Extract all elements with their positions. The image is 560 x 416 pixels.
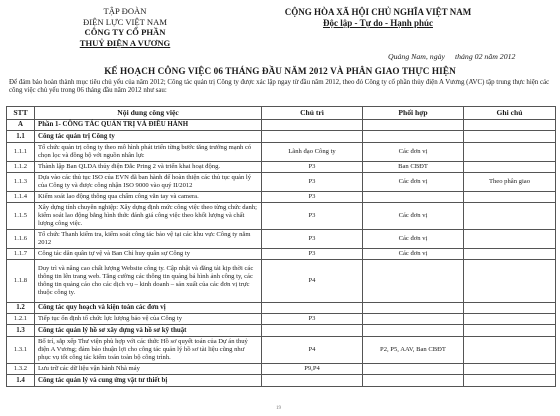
note (464, 120, 556, 131)
document-title: KẾ HOẠCH CÔNG VIỆC 06 THÁNG ĐẦU NĂM 2012 VÀ PHÂN GIAO THỰC HIỆN (104, 66, 456, 76)
national-motto: Độc lập - Tự do - Hạnh phúc (322, 18, 433, 28)
task-content: Dựa vào các thủ tục ISO của EVN đã ban hành để hoàn thiện các thủ tục quản lý của Công ty và được công nhận ISO 9000 vào quý II/2012 (35, 173, 262, 192)
partner-units (363, 325, 464, 337)
row-number: 1.3 (7, 325, 35, 337)
row-number: 1.1.1 (7, 143, 35, 162)
note (464, 325, 556, 337)
partner-units (363, 375, 464, 387)
task-content: Tổ chức quản trị công ty theo mô hình phát triển từng bước tăng trưởng mạnh có chọn lọc và đồng bộ với nguồn nhân lực (35, 143, 262, 162)
header-content: Nội dung công việc (35, 107, 262, 120)
lead-unit: P3 (262, 230, 363, 249)
partner-units: Các đơn vị (363, 249, 464, 260)
task-content: Công tác quản lý hồ sơ xây dựng và hồ sơ kỹ thuật (35, 325, 262, 337)
org-line-2: ĐIỆN LỰC VIỆT NAM (83, 16, 167, 27)
org-line-3: CÔNG TY CỔ PHẦN (84, 27, 166, 38)
header-stt: STT (7, 107, 35, 120)
lead-unit: P9,P4 (262, 364, 363, 375)
task-content: Bố trí, sắp xếp Thư viện phù hợp với các thức Hồ sơ quyết toán của Dự án thuỷ điện A Vương; đảm bảo thuận lợi cho công tác quản lý hồ sơ tài liệu cũng như phục vụ tốt công tác kiểm toán toàn bộ công trình. (35, 337, 262, 364)
table-row (7, 314, 556, 325)
date-rest: tháng 02 năm 2012 (454, 52, 516, 61)
row-number: 1.3.1 (7, 337, 35, 364)
page-number: 19 (276, 406, 281, 411)
partner-units: Các đơn vị (363, 203, 464, 230)
lead-unit: P3 (262, 203, 363, 230)
partner-units (363, 192, 464, 203)
lead-unit: P4 (262, 337, 363, 364)
row-number: 1.1.6 (7, 230, 35, 249)
nation-name: CỘNG HÒA XÃ HỘI CHỦ NGHĨA VIỆT NAM (284, 7, 472, 17)
note: Theo phân giao (464, 173, 556, 192)
section-row (7, 120, 556, 131)
task-content: Công tác quy hoạch và kiện toàn các đơn vị (35, 303, 262, 314)
table-row (7, 364, 556, 375)
intro-paragraph: Để đảm bảo hoàn thành mục tiêu chủ yếu của năm 2012; Công tác quản trị Công ty được xác lập ngay từ đầu năm 2012, theo đó Công ty cổ phần thủy điện A Vương (AVC) tập trung thực hiện các công việc chủ yếu trong 06 tháng đầu năm 2012 như sau: (9, 79, 550, 95)
note (464, 131, 556, 143)
header-lead: Chủ trì (262, 107, 363, 120)
lead-unit (262, 325, 363, 337)
row-number: 1.1.2 (7, 162, 35, 173)
lead-unit: P4 (262, 260, 363, 303)
row-number: 1.1.5 (7, 203, 35, 230)
date-place: Quảng Nam, ngày (388, 52, 445, 61)
note (464, 143, 556, 162)
row-number: 1.4 (7, 375, 35, 387)
partner-units (363, 314, 464, 325)
section-row (7, 325, 556, 337)
org-line-1: TẬP ĐOÀN (103, 6, 147, 16)
note (464, 162, 556, 173)
note (464, 249, 556, 260)
note (464, 314, 556, 325)
lead-unit (262, 120, 363, 131)
row-number: 1.1.4 (7, 192, 35, 203)
partner-units (363, 120, 464, 131)
lead-unit: P3 (262, 173, 363, 192)
table-row (7, 260, 556, 303)
table-row (7, 192, 556, 203)
task-content: Phần 1- CÔNG TÁC QUẢN TRỊ VÀ ĐIỀU HÀNH (35, 120, 262, 131)
partner-units: Các đơn vị (363, 173, 464, 192)
task-content: Tổ chức Thanh kiểm tra, kiểm soát công tác bảo vệ tại các khu vực Công ty năm 2012 (35, 230, 262, 249)
lead-unit: P3 (262, 249, 363, 260)
note (464, 364, 556, 375)
lead-unit (262, 131, 363, 143)
partner-units (363, 303, 464, 314)
partner-units: Các đơn vị (363, 143, 464, 162)
task-content: Công tác quản trị Công ty (35, 131, 262, 143)
task-content: Xây dựng tính chuyên nghiệp: Xây dựng định mức công việc theo từng chức danh; kiểm soát lao động bằng hình thức đánh giá công việc theo khối lượng và chất lượng công việc. (35, 203, 262, 230)
lead-unit (262, 375, 363, 387)
note (464, 375, 556, 387)
table-row (7, 162, 556, 173)
task-content: Thành lập Ban QLDA thủy điện Đắc Pring 2 và triển khai hoạt động. (35, 162, 262, 173)
row-number: 1.1 (7, 131, 35, 143)
date-line (388, 52, 515, 61)
row-number: 1.1.3 (7, 173, 35, 192)
table-row (7, 173, 556, 192)
note (464, 260, 556, 303)
row-number: 1.2.1 (7, 314, 35, 325)
org-header (60, 6, 190, 48)
section-row (7, 303, 556, 314)
partner-units (363, 131, 464, 143)
task-content: Lưu trữ các dữ liệu vận hành Nhà máy (35, 364, 262, 375)
partner-units (363, 364, 464, 375)
note (464, 230, 556, 249)
lead-unit: P3 (262, 192, 363, 203)
row-number: 1.1.8 (7, 260, 35, 303)
national-header (258, 7, 498, 29)
work-plan-table (6, 106, 556, 387)
note (464, 192, 556, 203)
partner-units: Ban CBĐT (363, 162, 464, 173)
task-content: Duy trì và nâng cao chất lượng Website công ty. Cập nhật và đăng tải kịp thời các thông tin lên trang web. Tăng cường các thông tin quảng bá hình ảnh công ty, các thông tin quảng cáo cho các dịch vụ – kinh doanh – sản xuất của các đơn vị trực thuộc công ty. (35, 260, 262, 303)
row-number: 1.1.7 (7, 249, 35, 260)
task-content: Tiếp tục ổn định tổ chức lực lượng bảo vệ của Công ty (35, 314, 262, 325)
row-number: 1.2 (7, 303, 35, 314)
partner-units (363, 260, 464, 303)
table-row (7, 143, 556, 162)
section-row (7, 131, 556, 143)
section-row (7, 375, 556, 387)
lead-unit: Lãnh đạo Công ty (262, 143, 363, 162)
table-row (7, 203, 556, 230)
partner-units: Các đơn vị (363, 230, 464, 249)
task-content: Công tác quản lý và cung ứng vật tư thiết bị (35, 375, 262, 387)
note (464, 303, 556, 314)
table-header-row (7, 107, 556, 120)
note (464, 203, 556, 230)
task-content: Kiểm soát lao động thông qua chấm công văn tay và camera. (35, 192, 262, 203)
org-line-4: THUỶ ĐIỆN A VƯƠNG (79, 37, 171, 48)
note (464, 337, 556, 364)
partner-units: P2, P5, AAV, Ban CBĐT (363, 337, 464, 364)
lead-unit (262, 303, 363, 314)
lead-unit: P3 (262, 162, 363, 173)
lead-unit: P3 (262, 314, 363, 325)
table-row (7, 230, 556, 249)
table-row (7, 337, 556, 364)
row-number: A (7, 120, 35, 131)
table-row (7, 249, 556, 260)
header-note: Ghi chú (464, 107, 556, 120)
header-partner: Phối hợp (363, 107, 464, 120)
row-number: 1.3.2 (7, 364, 35, 375)
task-content: Công tác dân quân tự vệ và Ban Chỉ huy quân sự Công ty (35, 249, 262, 260)
